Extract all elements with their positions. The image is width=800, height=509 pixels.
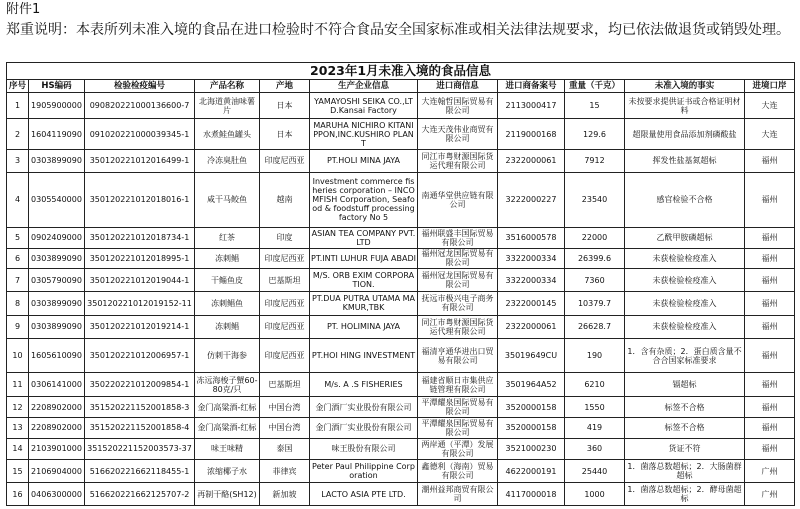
cell-importer-record-no: 3520000158 [498, 397, 565, 418]
cell-importer: 福州冠龙国际贸易有限公司 [418, 248, 498, 269]
header-entry-port: 进境口岸 [745, 80, 795, 93]
cell-origin: 中国台湾 [260, 417, 310, 438]
cell-manufacturer: Peter Paul Philippine Corporation [310, 460, 418, 483]
cell-inspection-no: 350120221012018016-1 [85, 172, 195, 227]
cell-inspection-no: 350120221012019152-11 [85, 292, 195, 316]
header-manufacturer: 生产企业信息 [310, 80, 418, 93]
cell-weight-kg: 1550 [565, 397, 625, 418]
table-row [7, 483, 795, 506]
cell-origin: 印度尼西亚 [260, 292, 310, 316]
header-seq: 序号 [7, 80, 29, 93]
cell-importer: 鑫德利（海南）贸易有限公司 [418, 460, 498, 483]
cell-entry-port: 福州 [745, 149, 795, 172]
cell-importer: 福清亨通华进出口贸易有限公司 [418, 338, 498, 373]
cell-inspection-no: 350120221012019214-1 [85, 315, 195, 338]
cell-weight-kg: 25440 [565, 460, 625, 483]
cell-product-name: 浓缩椰子水 [195, 460, 260, 483]
cell-importer-record-no: 2322000061 [498, 315, 565, 338]
cell-weight-kg: 15 [565, 93, 625, 119]
cell-manufacturer: M/S. ORB EXIM CORPORATION. [310, 269, 418, 292]
cell-seq: 10 [7, 338, 29, 373]
table-row [7, 373, 795, 397]
cell-inspection-no: 090820221000136600-7 [85, 93, 195, 119]
cell-seq: 4 [7, 172, 29, 227]
cell-product-name: 北海道黄油味薯片 [195, 93, 260, 119]
cell-origin: 越南 [260, 172, 310, 227]
cell-importer: 同江市粤财源国际货运代理有限公司 [418, 149, 498, 172]
cell-importer-record-no: 35019649CU [498, 338, 565, 373]
cell-rejection-fact: 标签不合格 [625, 417, 745, 438]
table-row [7, 93, 795, 119]
cell-manufacturer: 金门酒厂实业股份有限公司 [310, 397, 418, 418]
cell-inspection-no: 350120221012018734-1 [85, 227, 195, 248]
cell-seq: 5 [7, 227, 29, 248]
cell-product-name: 咸干马鲛鱼 [195, 172, 260, 227]
cell-importer-record-no: 3222000227 [498, 172, 565, 227]
cell-manufacturer: ASIAN TEA COMPANY PVT.LTD [310, 227, 418, 248]
header-rejection-fact: 未准入境的事实 [625, 80, 745, 93]
cell-product-name: 冻刺鲳 [195, 315, 260, 338]
table-row [7, 172, 795, 227]
cell-rejection-fact: 1．含有杂质；2．蛋白质含量不合合国家标准要求 [625, 338, 745, 373]
cell-origin: 泰国 [260, 438, 310, 460]
cell-entry-port: 福州 [745, 248, 795, 269]
cell-inspection-no: 516620221662118455-1 [85, 460, 195, 483]
table-row [7, 438, 795, 460]
cell-hs-code: 0303899090 [29, 149, 85, 172]
cell-inspection-no: 350120221012018995-1 [85, 248, 195, 269]
cell-importer: 平潭耀泉国际贸易有限公司 [418, 397, 498, 418]
cell-origin: 印度尼西亚 [260, 149, 310, 172]
cell-manufacturer: PT.DUA PUTRA UTAMA MAKMUR,TBK [310, 292, 418, 316]
cell-origin: 印度尼西亚 [260, 315, 310, 338]
cell-importer-record-no: 2322000145 [498, 292, 565, 316]
cell-origin: 印度尼西亚 [260, 338, 310, 373]
cell-product-name: 干鲻鱼皮 [195, 269, 260, 292]
cell-hs-code: 0305540000 [29, 172, 85, 227]
disclaimer-note: 郑重说明：本表所列未准入境的食品在进口检验时不符合食品安全国家标准或相关法律法规要求，均已依法做退货或销毁处理。 [6, 22, 790, 38]
cell-weight-kg: 23540 [565, 172, 625, 227]
cell-weight-kg: 26399.6 [565, 248, 625, 269]
cell-importer: 大连翰哲国际贸易有限公司 [418, 93, 498, 119]
table-row [7, 248, 795, 269]
cell-importer-record-no: 3516000578 [498, 227, 565, 248]
cell-importer-record-no: 3322000334 [498, 269, 565, 292]
cell-seq: 11 [7, 373, 29, 397]
cell-importer-record-no: 2322000061 [498, 149, 565, 172]
cell-rejection-fact: 未获检验检疫准入 [625, 269, 745, 292]
cell-origin: 中国台湾 [260, 397, 310, 418]
cell-inspection-no: 350120221012006957-1 [85, 338, 195, 373]
table-row [7, 417, 795, 438]
rejected-food-table [6, 62, 795, 506]
cell-manufacturer: PT.HOLI MINA JAYA [310, 149, 418, 172]
cell-hs-code: 0303899090 [29, 248, 85, 269]
cell-importer: 两岸通（平潭）发展有限公司 [418, 438, 498, 460]
cell-importer-record-no: 2113000417 [498, 93, 565, 119]
cell-importer-record-no: 3501964A52 [498, 373, 565, 397]
cell-seq: 7 [7, 269, 29, 292]
cell-entry-port: 福州 [745, 172, 795, 227]
cell-inspection-no: 091020221000039345-1 [85, 119, 195, 149]
cell-product-name: 红茶 [195, 227, 260, 248]
cell-product-name: 仿刺干海参 [195, 338, 260, 373]
cell-hs-code: 1905900000 [29, 93, 85, 119]
cell-origin: 巴基斯坦 [260, 269, 310, 292]
cell-hs-code: 2103901000 [29, 438, 85, 460]
cell-product-name: 冻刺鲳 [195, 248, 260, 269]
cell-weight-kg: 26628.7 [565, 315, 625, 338]
cell-seq: 16 [7, 483, 29, 506]
cell-hs-code: 0303899090 [29, 292, 85, 316]
cell-product-name: 冻远海梭子蟹60-80克/只 [195, 373, 260, 397]
cell-hs-code: 2208902000 [29, 417, 85, 438]
cell-inspection-no: 516620221662125707-2 [85, 483, 195, 506]
cell-weight-kg: 129.6 [565, 119, 625, 149]
cell-seq: 8 [7, 292, 29, 316]
cell-rejection-fact: 货证不符 [625, 438, 745, 460]
cell-seq: 12 [7, 397, 29, 418]
cell-hs-code: 0305790090 [29, 269, 85, 292]
cell-inspection-no: 351520221152001858-4 [85, 417, 195, 438]
table-row [7, 269, 795, 292]
cell-origin: 新加坡 [260, 483, 310, 506]
cell-seq: 9 [7, 315, 29, 338]
cell-weight-kg: 6210 [565, 373, 625, 397]
table-title-row [7, 63, 795, 80]
cell-manufacturer: MARUHA NICHIRO KITANIPPON,INC.KUSHIRO PLANT [310, 119, 418, 149]
cell-hs-code: 0902409000 [29, 227, 85, 248]
cell-hs-code: 1605610090 [29, 338, 85, 373]
cell-origin: 印度 [260, 227, 310, 248]
cell-product-name: 冻刺鲳鱼 [195, 292, 260, 316]
cell-product-name: 水煮鲑鱼罐头 [195, 119, 260, 149]
table-row [7, 315, 795, 338]
table-row [7, 338, 795, 373]
cell-entry-port: 福州 [745, 338, 795, 373]
cell-rejection-fact: 未获检验检疫准入 [625, 292, 745, 316]
cell-seq: 3 [7, 149, 29, 172]
cell-product-name: 冷冻臭肚鱼 [195, 149, 260, 172]
cell-rejection-fact: 未获检验检疫准入 [625, 315, 745, 338]
cell-manufacturer: YAMAYOSHI SEIKA CO.,LTD.Kansai Factory [310, 93, 418, 119]
cell-seq: 14 [7, 438, 29, 460]
cell-weight-kg: 7360 [565, 269, 625, 292]
cell-importer-record-no: 3520000158 [498, 417, 565, 438]
cell-product-name: 金门高粱酒-红标 [195, 397, 260, 418]
cell-importer: 抚远市极兴电子商务有限公司 [418, 292, 498, 316]
cell-importer-record-no: 3521000230 [498, 438, 565, 460]
cell-origin: 菲律宾 [260, 460, 310, 483]
cell-entry-port: 福州 [745, 373, 795, 397]
cell-hs-code: 0406300000 [29, 483, 85, 506]
cell-hs-code: 0303899090 [29, 315, 85, 338]
cell-product-name: 味王味精 [195, 438, 260, 460]
cell-origin: 巴基斯坦 [260, 373, 310, 397]
cell-importer-record-no: 3322000334 [498, 248, 565, 269]
cell-seq: 6 [7, 248, 29, 269]
cell-rejection-fact: 挥发性盐基氮超标 [625, 149, 745, 172]
cell-entry-port: 大连 [745, 119, 795, 149]
cell-origin: 日本 [260, 119, 310, 149]
table-row [7, 227, 795, 248]
cell-importer: 潮州益邦商贸有限公司 [418, 483, 498, 506]
cell-importer: 同江市粤财源国际货运代理有限公司 [418, 315, 498, 338]
cell-weight-kg: 360 [565, 438, 625, 460]
cell-seq: 13 [7, 417, 29, 438]
header-importer: 进口商信息 [418, 80, 498, 93]
cell-origin: 印度尼西亚 [260, 248, 310, 269]
cell-inspection-no: 350120221012016499-1 [85, 149, 195, 172]
cell-manufacturer: LACTO ASIA PTE LTD. [310, 483, 418, 506]
cell-rejection-fact: 1．菌落总数超标；2．酵母菌超标 [625, 483, 745, 506]
table-header-row [7, 80, 795, 93]
header-origin: 产地 [260, 80, 310, 93]
cell-importer-record-no: 4117000018 [498, 483, 565, 506]
cell-inspection-no: 350220221012009854-1 [85, 373, 195, 397]
cell-entry-port: 福州 [745, 227, 795, 248]
cell-manufacturer: 味王股份有限公司 [310, 438, 418, 460]
cell-rejection-fact: 标签不合格 [625, 397, 745, 418]
header-hs-code: HS编码 [29, 80, 85, 93]
cell-manufacturer: M/s. A .S FISHERIES [310, 373, 418, 397]
cell-product-name: 再制干酪(SH12) [195, 483, 260, 506]
cell-rejection-fact: 乙酰甲胺磷超标 [625, 227, 745, 248]
table-row [7, 149, 795, 172]
cell-seq: 1 [7, 93, 29, 119]
cell-hs-code: 1604119090 [29, 119, 85, 149]
cell-importer-record-no: 2119000168 [498, 119, 565, 149]
table-row [7, 292, 795, 316]
header-inspection-no: 检验检疫编号 [85, 80, 195, 93]
cell-product-name: 金门高粱酒-红标 [195, 417, 260, 438]
cell-weight-kg: 7912 [565, 149, 625, 172]
cell-inspection-no: 351520221152001858-3 [85, 397, 195, 418]
table-title: 2023年1月未准入境的食品信息 [7, 63, 795, 80]
cell-origin: 日本 [260, 93, 310, 119]
cell-importer: 平潭耀泉国际贸易有限公司 [418, 417, 498, 438]
cell-rejection-fact: 未按要求提供证书或合格证明材料 [625, 93, 745, 119]
cell-manufacturer: 金门酒厂实业股份有限公司 [310, 417, 418, 438]
cell-weight-kg: 1000 [565, 483, 625, 506]
cell-entry-port: 福州 [745, 417, 795, 438]
cell-entry-port: 广州 [745, 460, 795, 483]
attachment-label: 附件1 [6, 2, 41, 17]
cell-importer: 福建省顺日市集供应链管理有限公司 [418, 373, 498, 397]
cell-manufacturer: Investment commerce fisheries corporation – INCOMFISH Corporation, Seafood & foodstuff processing factory No 5 [310, 172, 418, 227]
cell-weight-kg: 10379.7 [565, 292, 625, 316]
cell-importer: 福州联盛丰国际贸易有限公司 [418, 227, 498, 248]
cell-hs-code: 2106904000 [29, 460, 85, 483]
cell-rejection-fact: 超限量使用食品添加剂磷酸盐 [625, 119, 745, 149]
cell-entry-port: 福州 [745, 438, 795, 460]
cell-rejection-fact: 1．菌落总数超标；2．大肠菌群超标 [625, 460, 745, 483]
cell-weight-kg: 419 [565, 417, 625, 438]
cell-entry-port: 福州 [745, 315, 795, 338]
cell-manufacturer: PT.HOI HING INVESTMENT [310, 338, 418, 373]
cell-importer: 大连天茂伟业商贸有限公司 [418, 119, 498, 149]
cell-entry-port: 福州 [745, 292, 795, 316]
table-row [7, 397, 795, 418]
cell-entry-port: 福州 [745, 269, 795, 292]
table-row [7, 460, 795, 483]
table-row [7, 119, 795, 149]
cell-seq: 2 [7, 119, 29, 149]
cell-entry-port: 福州 [745, 397, 795, 418]
cell-rejection-fact: 未获检验检疫准入 [625, 248, 745, 269]
cell-importer: 南通华堂供应链有限公司 [418, 172, 498, 227]
cell-importer-record-no: 4622000191 [498, 460, 565, 483]
header-weight-kg: 重量（千克） [565, 80, 625, 93]
cell-inspection-no: 351520221152003573-37 [85, 438, 195, 460]
header-importer-record-no: 进口商备案号 [498, 80, 565, 93]
header-product-name: 产品名称 [195, 80, 260, 93]
cell-manufacturer: PT. HOLIMINA JAYA [310, 315, 418, 338]
cell-entry-port: 大连 [745, 93, 795, 119]
cell-importer: 福州冠龙国际贸易有限公司 [418, 269, 498, 292]
cell-weight-kg: 190 [565, 338, 625, 373]
cell-entry-port: 广州 [745, 483, 795, 506]
cell-rejection-fact: 镉超标 [625, 373, 745, 397]
cell-inspection-no: 350120221012019044-1 [85, 269, 195, 292]
cell-manufacturer: PT.INTI LUHUR FUJA ABADI [310, 248, 418, 269]
cell-seq: 15 [7, 460, 29, 483]
cell-rejection-fact: 感官检验不合格 [625, 172, 745, 227]
cell-weight-kg: 22000 [565, 227, 625, 248]
cell-hs-code: 2208902000 [29, 397, 85, 418]
cell-hs-code: 0306141000 [29, 373, 85, 397]
